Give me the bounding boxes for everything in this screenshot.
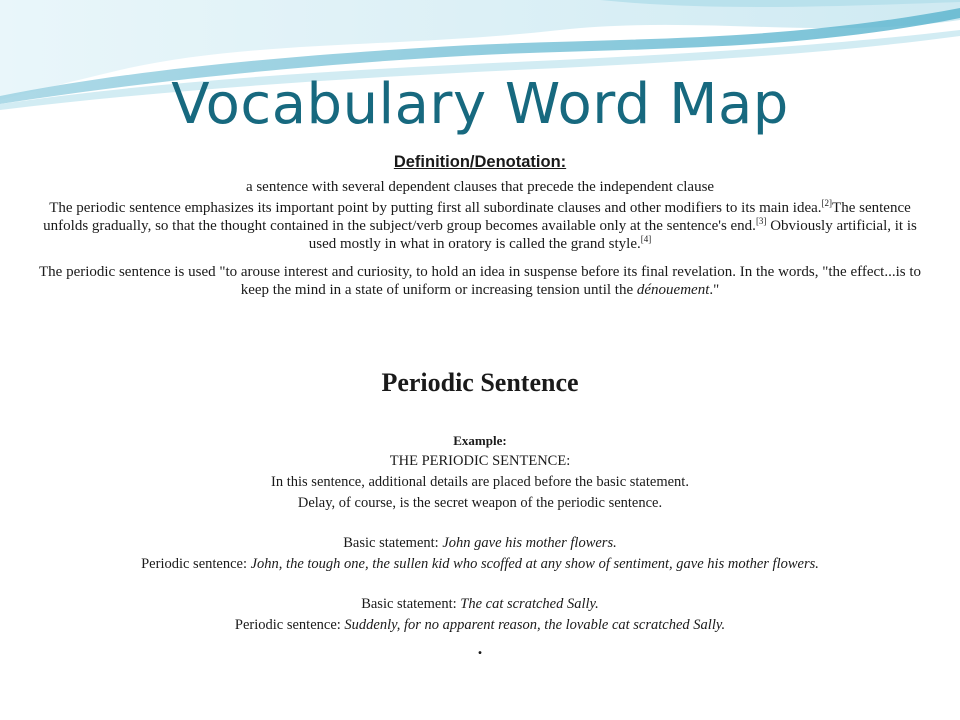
example-2-basic-text: The cat scratched Sally. [460, 596, 599, 612]
definition-p1-text-3: Obviously artificial, it is used mostly in what in oratory is called the grand style. [308, 218, 917, 252]
trailing-dot: . [477, 638, 483, 658]
definition-paragraph-2 [30, 263, 930, 299]
example-1-basic [0, 533, 960, 554]
basic-statement-label: Basic statement: [361, 596, 461, 612]
definition-p2-text-2: ." [709, 282, 720, 298]
example-line-1: In this sentence, additional details are placed before the basic statement. [271, 474, 689, 490]
spacer [0, 514, 960, 533]
definition-p1-text-1: The periodic sentence emphasizes its important point by putting first all subordinate clauses and other modifiers to its main idea. [49, 200, 822, 216]
example-section [0, 430, 960, 660]
example-2-periodic-text: Suddenly, for no apparent reason, the lovable cat scratched Sally. [344, 617, 726, 633]
citation-4[interactable]: [4] [640, 234, 652, 244]
definition-paragraph-1 [30, 199, 930, 253]
basic-statement-label: Basic statement: [343, 535, 443, 551]
definition-p2-italic: dénouement [636, 282, 710, 298]
definition-heading: Definition/Denotation: [393, 153, 567, 171]
definition-section [30, 152, 930, 299]
example-heading: THE PERIODIC SENTENCE: [389, 453, 571, 469]
example-1-basic-text: John gave his mother flowers. [442, 535, 617, 551]
example-2-periodic [0, 615, 960, 636]
vocabulary-term: Periodic Sentence [381, 368, 579, 397]
spacer [0, 575, 960, 594]
definition-short: a sentence with several dependent clauses that precede the independent clause [245, 179, 715, 195]
example-label: Example: [453, 433, 507, 448]
example-line-2: Delay, of course, is the secret weapon of the periodic sentence. [297, 495, 663, 511]
slide-title: Vocabulary Word Map [171, 72, 789, 137]
citation-3[interactable]: [3] [755, 216, 767, 226]
example-2-basic [0, 594, 960, 615]
citation-2[interactable]: [2] [821, 198, 833, 208]
definition-p2-text-1: The periodic sentence is used "to arouse interest and curiosity, to hold an idea in suspense before its final revelation. In the words, "the effect...is to keep the mind in a state of uniform or increasing tension until the [39, 264, 921, 298]
definition-p1-text-2: The sentence unfolds gradually, so that the thought contained in the subject/verb group becomes available only at the sentence's end. [43, 200, 911, 234]
example-1-periodic-text: John, the tough one, the sullen kid who scoffed at any show of sentiment, gave his mother flowers. [250, 556, 819, 572]
periodic-sentence-label: Periodic sentence: [234, 617, 345, 633]
periodic-sentence-label: Periodic sentence: [141, 556, 251, 572]
example-1-periodic [0, 554, 960, 575]
